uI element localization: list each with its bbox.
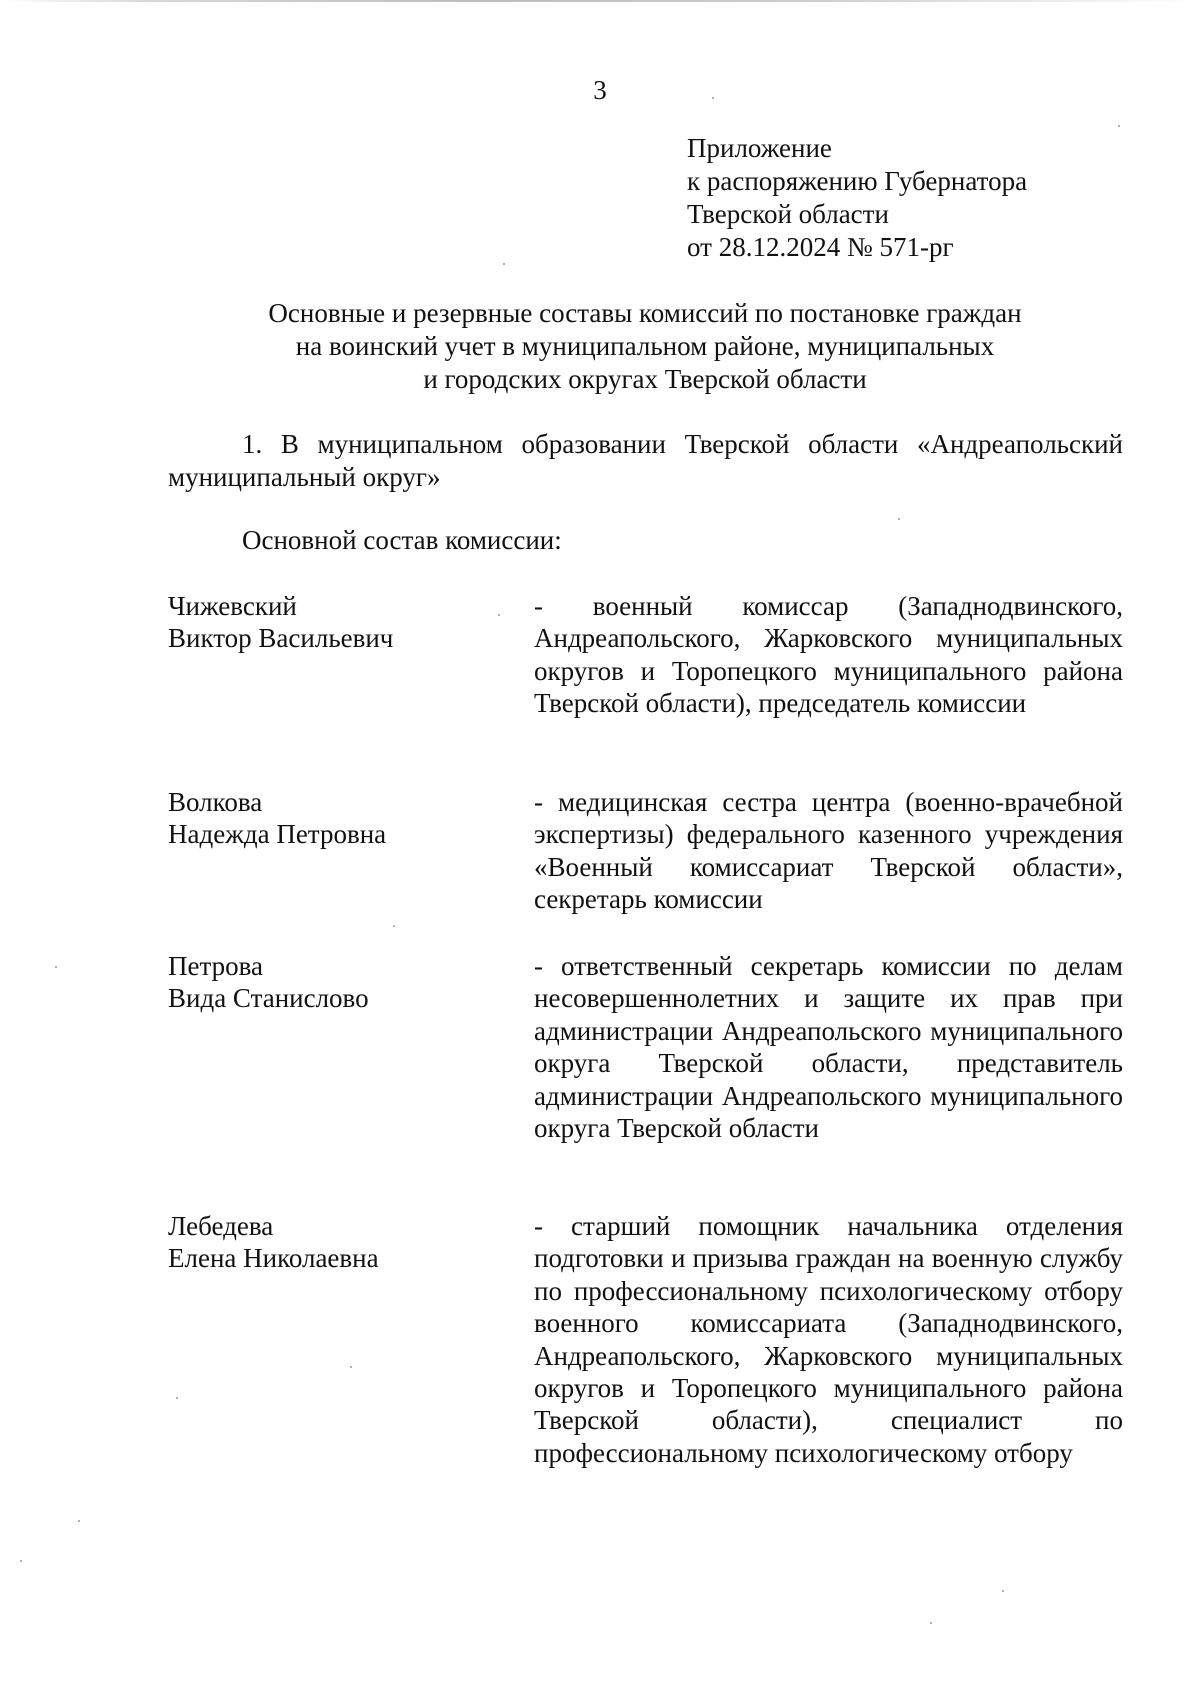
scan-speck [393, 925, 395, 927]
member-given-names: Вида Станислово [168, 983, 369, 1014]
member-name [168, 786, 508, 851]
member-given-names: Надежда Петровна [168, 819, 387, 850]
member-role: - военный комиссар (Западнодвинского, Андреапольского, Жарковского муниципальных округов и Торопецкого муниципального района Тверской области), председатель комиссии [534, 591, 1123, 719]
member-role: - старший помощник начальника отделения подготовки и призыва граждан на военную службу по профессиональному психологическому отбору военного комиссариата (Западнодвинского, Андреапольского, Жарковского муниципальных округов и Торопецкого муниципального района Тверской области), специалист по профессиональному психологическому отбору [534, 1211, 1123, 1468]
scan-speck [503, 263, 505, 265]
member-name [168, 1210, 508, 1275]
scan-top-edge [0, 0, 1200, 2]
member-name [168, 590, 508, 655]
scan-speck [930, 1622, 932, 1624]
member-surname: Лебедева [168, 1211, 274, 1241]
member-given-names: Виктор Васильевич [168, 623, 394, 654]
composition-heading: Основной состав комиссии: [242, 525, 562, 555]
scan-speck [55, 966, 57, 968]
appendix-line: от 28.12.2024 № 571-рг [687, 232, 954, 262]
page-number: 3 [593, 75, 607, 105]
title-line: и городских округах Тверской области [423, 364, 867, 394]
appendix-line: Приложение [687, 133, 832, 163]
member-surname: Петрова [168, 951, 263, 981]
scan-speck [1002, 1590, 1004, 1592]
member-role: - медицинская сестра центра (военно-врачебной экспертизы) федерального казенного учреждения «Военный комиссариат Тверской области», секретарь комиссии [534, 787, 1123, 915]
appendix-block [687, 132, 1027, 264]
scan-speck [20, 1560, 22, 1562]
scan-speck [898, 518, 900, 520]
appendix-line: Тверской области [687, 199, 889, 229]
scan-speck [1118, 125, 1120, 127]
member-surname: Волкова [168, 787, 263, 817]
scan-speck [712, 97, 714, 99]
scan-speck [498, 614, 500, 616]
title-line: Основные и резервные составы комиссий по постановке граждан [268, 298, 1022, 328]
scan-speck [350, 1366, 352, 1368]
title-line: на воинский учет в муниципальном районе, муниципальных [295, 331, 995, 361]
section-heading: 1. В муниципальном образовании Тверской области «Андреапольский муниципальный округ» [168, 429, 1123, 492]
scan-speck [78, 1520, 80, 1522]
scan-speck [176, 1397, 178, 1399]
member-given-names: Елена Николаевна [168, 1243, 379, 1274]
member-role: - ответственный секретарь комиссии по делам несовершеннолетних и защите их прав при администрации Андреапольского муниципального округа Тверской области, представитель администрации Андреапольского муниципального округа Тверской области [534, 951, 1123, 1144]
appendix-line: к распоряжению Губернатора [687, 166, 1028, 196]
document-title [168, 297, 1122, 396]
member-name [168, 950, 508, 1015]
member-surname: Чижевский [168, 591, 297, 621]
